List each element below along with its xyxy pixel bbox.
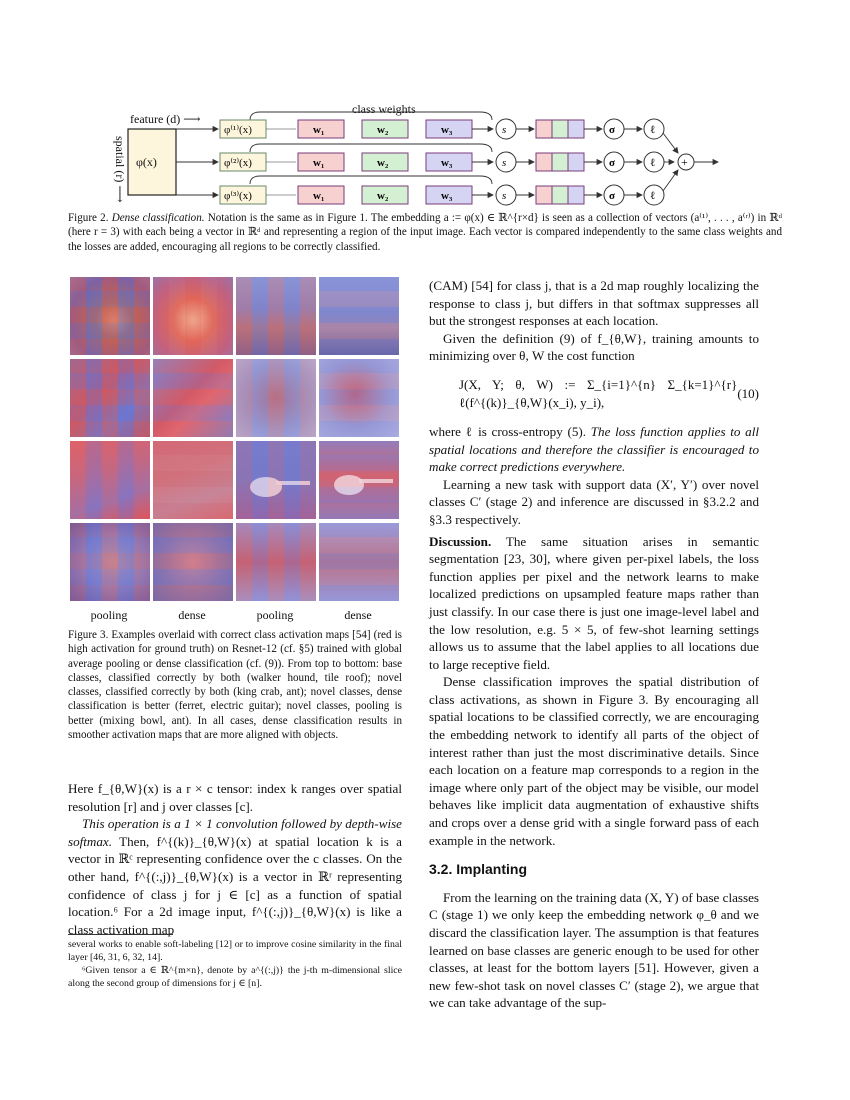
fig3-label-pooling-2: pooling xyxy=(256,608,294,622)
right-paragraph-3: where ℓ is cross-entropy (5). The loss function applies to all spatial locations and therefore the classifier is encouraged to make correct predictions everywhere. xyxy=(429,423,759,475)
fig3-r1-dense-roof xyxy=(319,277,399,355)
fig3-r3-pooling-ferret xyxy=(70,441,150,519)
figure2-diagram xyxy=(100,100,740,210)
fig3-label-pooling-1: pooling xyxy=(90,608,128,622)
svg-text:s: s xyxy=(502,157,507,169)
fig3-r2-dense-crab xyxy=(153,359,233,437)
class-weights-label: class weights xyxy=(352,102,416,116)
svg-text:ℓ: ℓ xyxy=(650,124,656,136)
svg-text:σ: σ xyxy=(609,124,615,136)
discussion-paragraph: Discussion. The same situation arises in semantic segmentation [23, 30], where given per-pixel labels, the loss function applies per pixel and the network learns to make localized predictions on upsampled feature maps rather than just classify. In our case there is just one image-level label and the low resolution, e.g. 5 × 5, of few-shot learning settings allows us to assume that the label applies to all locations due to large receptive field. xyxy=(429,533,759,672)
fig3-r2-pooling-crab xyxy=(70,359,150,437)
fig3-r1-pooling-roof xyxy=(236,277,316,355)
figure2-caption: Figure 2. Dense classification. Notation is the same as in Figure 1. The embedding a := φ(x) ∈ ℝ^{r×d} is seen as a collection of vectors (a⁽¹⁾, . . . , a⁽ʳ⁾) in ℝᵈ (here r = 3) with each being a vector in ℝᵈ and representing a region of the input image. Each vector is compared independently to the same class weights and the losses are added, encouraging all regions to be correctly classified. xyxy=(68,212,783,253)
equation-body: J(X, Y; θ, W) := Σ_{i=1}^{n} Σ_{k=1}^{r} ℓ(f^{(k)}_{θ,W}(x_i), y_i), xyxy=(459,377,738,410)
svg-text:w₁: w₁ xyxy=(313,157,325,169)
svg-text:σ: σ xyxy=(609,157,615,169)
spatial-r-label: spatial (r) ⟶ xyxy=(113,136,127,203)
dense-classification-diagram xyxy=(100,100,740,210)
fig3-r2-pooling-ant xyxy=(236,359,316,437)
right-paragraph-7: From the learning on the training data (X, Y) of base classes C (stage 1) we only keep the embedding network φ_θ and we discard the classification layer. The assumption is that features learned on base classes are generic enough to be used for other classes, at least for the bottom layers [51]. However, given a new few-shot task on novel classes C′ (stage 2), we argue that we can take advantage of the sup- xyxy=(429,889,759,1011)
right-paragraph-2: Given the definition (9) of f_{θ,W}, training amounts to minimizing over θ, W the cost function xyxy=(429,330,759,364)
figure3-grid xyxy=(68,277,402,604)
svg-text:s: s xyxy=(502,124,507,136)
svg-text:w₁: w₁ xyxy=(313,190,325,202)
svg-text:w₃: w₃ xyxy=(441,157,453,169)
feature-d-label: feature (d) ⟶ xyxy=(130,112,201,126)
svg-text:w₂: w₂ xyxy=(377,157,389,169)
fig3-r3-pooling-guitar xyxy=(236,441,316,519)
fig3-label-dense-2: dense xyxy=(344,608,372,622)
fig3-r4-pooling-bowl xyxy=(70,523,150,601)
fig3-r1-dense-hound xyxy=(153,277,233,355)
left-column-text xyxy=(68,780,402,938)
fig3-r2-dense-ant xyxy=(319,359,399,437)
fig3-r4-pooling-ant xyxy=(236,523,316,601)
svg-text:+: + xyxy=(681,155,688,169)
figure3-caption: Figure 3. Examples overlaid with correct class activation maps [54] (red is high activation for ground truth) on Resnet-12 (cf. §5) trained with global average pooling or dense classification (cf. (9)). From top to bottom: base classes, classified correctly by both (walker hound, tile roof); novel classes, classified correctly by both (king crab, ant); novel classes, dense classification is better (ferret, electric guitar); novel classes, pooling is better (mixing bowl, ant). In all cases, dense classification results in smoother activation maps that are more aligned with objects. xyxy=(68,629,402,742)
diagram-row-2 xyxy=(176,152,674,172)
footnote-6: ⁶Given tensor a ∈ ℝ^{m×n}, denote by a^{(:,j)} the j-th m-dimensional slice along the second group of dimensions for j ∈ [n]. xyxy=(68,965,402,989)
fig3-label-dense-1: dense xyxy=(178,608,206,622)
svg-text:σ: σ xyxy=(609,190,615,202)
svg-text:s: s xyxy=(502,190,507,202)
fig3-r3-dense-ferret xyxy=(153,441,233,519)
right-paragraph-4: Learning a new task with support data (X′, Y′) over novel classes C′ (stage 2) and inference are discussed in §3.2.2 and §3.3 respectively. xyxy=(429,476,759,527)
phi1-label: φ⁽¹⁾(x) xyxy=(224,124,252,136)
svg-text:w₃: w₃ xyxy=(441,190,453,202)
svg-text:w₂: w₂ xyxy=(377,124,389,136)
left-paragraph-2: This operation is a 1 × 1 convolution followed by depth-wise softmax. Then, f^{(k)}_{θ,W}(x) at spatial location k is a vector in ℝᶜ representing confidence over the c classes. On the other hand, f^{(:,j)}_{θ,W}(x) is a vector in ℝʳ representing confidence of class j for j ∈ [c] as a function of spatial location.⁶ For a 2d image input, f^{(:,j)}_{θ,W}(x) is like a class activation map xyxy=(68,816,402,937)
footnote-rule xyxy=(68,934,173,935)
fig3-r4-dense-bowl xyxy=(153,523,233,601)
right-paragraph-6: Dense classification improves the spatial distribution of class activations, as shown in Figure 3. By encouraging all spatial locations to be classified correctly, we are encouraging the embedding network to identify all parts of the object of interest rather than just the most discriminative details. Since each location on a feature map corresponds to a region in the image where only part of the object may be visible, our model behaves like implicit data augmentation of exhaustive shifts and crops over a dense grid with a single forward pass of each example in the network. xyxy=(429,674,759,848)
right-paragraph-1: (CAM) [54] for class j, that is a 2d map roughly localizing the response to class j, but differs in that softmax suppresses all but the strongest responses at each location. xyxy=(429,278,759,329)
fig3-r1-pooling-hound xyxy=(70,277,150,355)
right-column-text xyxy=(429,277,759,1012)
section-heading-3-2: 3.2. Implanting xyxy=(429,861,528,878)
fig3-r3-dense-guitar xyxy=(319,441,399,519)
svg-text:w₂: w₂ xyxy=(377,190,389,202)
footnotes xyxy=(68,938,402,990)
svg-text:w₃: w₃ xyxy=(441,124,453,136)
phi3-label: φ⁽³⁾(x) xyxy=(224,190,252,202)
phi2-label: φ⁽²⁾(x) xyxy=(224,157,252,169)
fig3-r4-dense-ant xyxy=(319,523,399,601)
svg-text:w₁: w₁ xyxy=(313,124,325,136)
diagram-row-3 xyxy=(176,170,678,205)
equation-number: (10) xyxy=(737,386,759,402)
svg-text:ℓ: ℓ xyxy=(650,157,656,169)
equation-10 xyxy=(429,365,759,423)
left-paragraph-1: Here f_{θ,W}(x) is a r × c tensor: index k ranges over spatial resolution [r] and j over classes [c]. xyxy=(68,781,402,814)
phi-x-label: φ(x) xyxy=(136,155,157,169)
footnote-continuation: several works to enable soft-labeling [12] or to improve cosine similarity in the final layer [46, 31, 6, 32, 14]. xyxy=(68,939,402,963)
svg-text:ℓ: ℓ xyxy=(650,190,656,202)
